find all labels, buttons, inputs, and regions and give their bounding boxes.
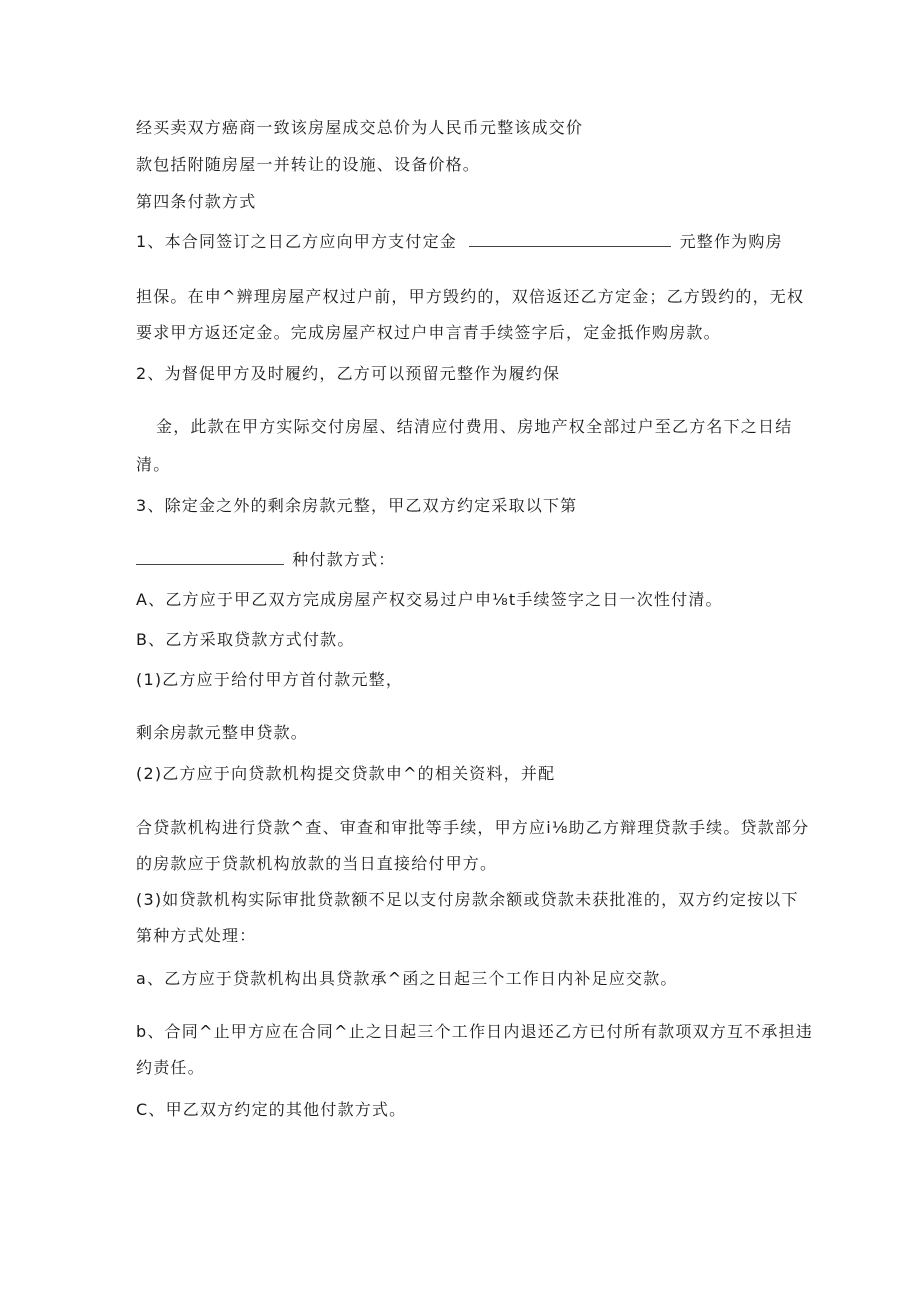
text-line: 合贷款机构进行贷款^查、审查和审批等手续，甲方应i⅛助乙方辩理贷款手续。贷款部分 — [136, 818, 810, 837]
text-line: (2)乙方应于向贷款机构提交贷款申^的相关资料，并配 — [136, 764, 556, 783]
text-line-with-blank — [136, 231, 783, 252]
text-line: 清。 — [136, 455, 171, 474]
text-line: a、乙方应于贷款机构出具贷款承^函之日起三个工作日内补足应交款。 — [136, 969, 678, 988]
text-line: 款包括附随房屋一并转让的设施、设备价格。 — [136, 155, 481, 174]
text-line: 金，此款在甲方实际交付房屋、结清应付费用、房地产权全部过户至乙方名下之日结 — [156, 417, 793, 436]
text-line: 经买卖双方癌商一致该房屋成交总价为人民币元整该成交价 — [136, 118, 584, 137]
text-line: 约责任。 — [136, 1058, 205, 1077]
text-segment: 1、本合同签订之日乙方应向甲方支付定金 — [136, 232, 457, 251]
text-line-with-blank — [136, 549, 396, 570]
text-line: B、乙方采取贷款方式付款。 — [136, 630, 355, 649]
text-line: 3、除定金之外的剩余房款元整，甲乙双方约定采取以下第 — [136, 496, 578, 515]
text-line: b、合同^止甲方应在合同^止之日起三个工作日内退还乙方已付所有款项双方互不承担违 — [136, 1022, 813, 1041]
fill-in-blank — [136, 549, 284, 565]
text-line: (3)如贷款机构实际审批贷款额不足以支付房款余额或贷款未获批准的，双方约定按以下 — [136, 890, 799, 909]
text-line: 的房款应于贷款机构放款的当日直接给付甲方。 — [136, 854, 498, 873]
text-line: C、甲乙双方约定的其他付款方式。 — [136, 1100, 407, 1119]
text-line: A、乙方应于甲乙双方完成房屋产权交易过户申⅛t手续签字之日一次性付清。 — [136, 590, 723, 609]
text-line: 剩余房款元整申贷款。 — [136, 723, 309, 742]
text-segment: 种付款方式： — [292, 550, 396, 569]
text-line: 担保。在申^辨理房屋产权过户前，甲方毁约的，双倍返还乙方定金；乙方毁约的，无权 — [136, 287, 805, 306]
text-line: 要求甲方返还定金。完成房屋产权过户申言青手续签字后，定金抵作购房款。 — [136, 323, 721, 342]
clause-heading: 第四条付款方式 — [136, 192, 257, 211]
text-line: (1)乙方应于给付甲方首付款元整， — [136, 670, 404, 689]
fill-in-blank — [469, 231, 671, 247]
text-segment: 元整作为购房 — [679, 232, 783, 251]
text-line: 第种方式处理： — [136, 926, 257, 945]
text-line: 2、为督促甲方及时履约，乙方可以预留元整作为履约保 — [136, 364, 561, 383]
